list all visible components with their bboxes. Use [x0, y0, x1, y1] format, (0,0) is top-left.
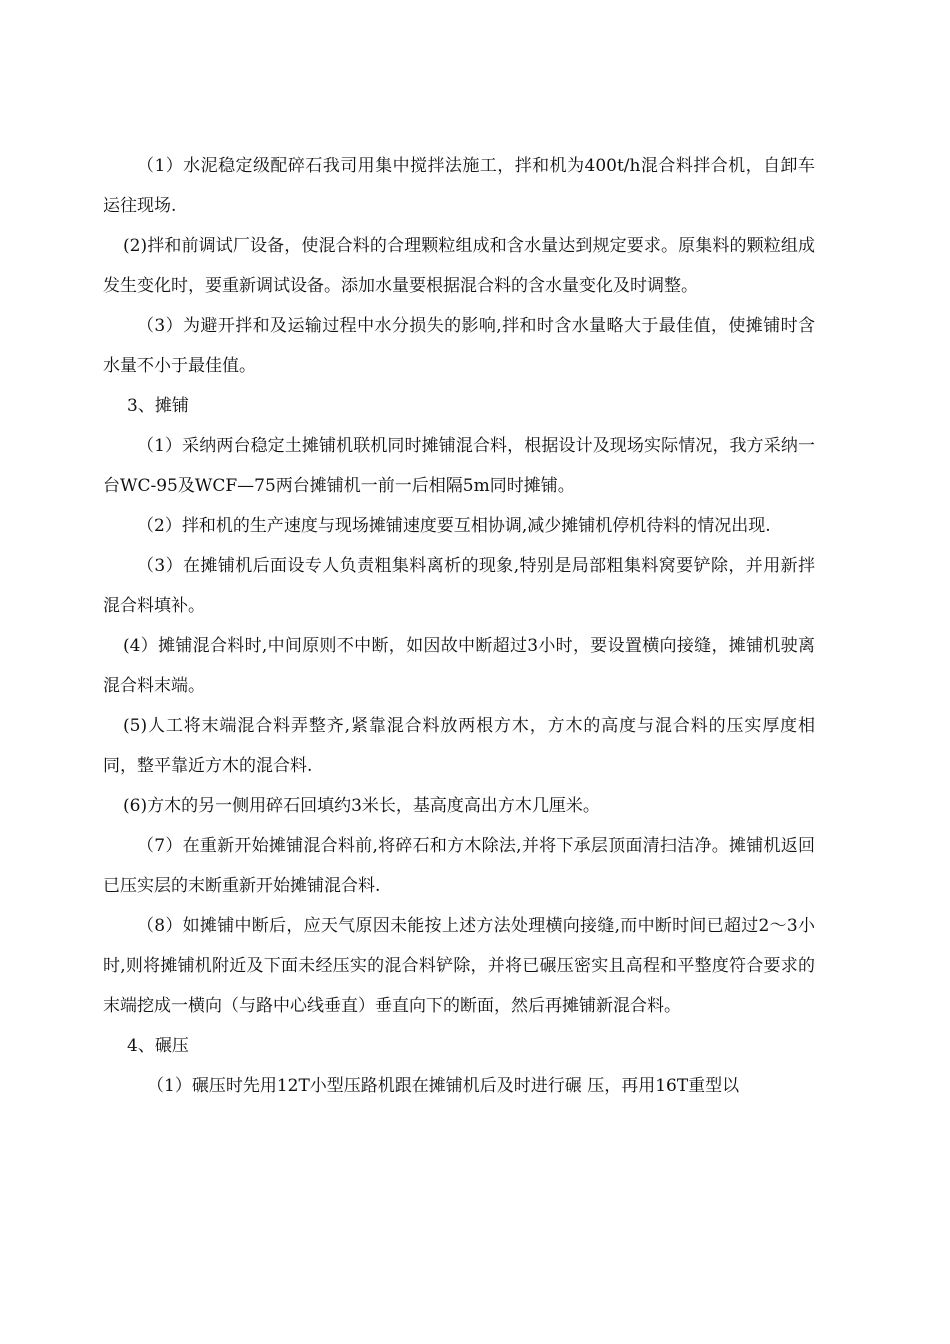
paragraph-segregation-control: （3）在摊铺机后面设专人负责粗集料离析的现象,特别是局部粗集料窝要铲除，并用新拌混合料填补。	[103, 556, 815, 616]
document-body	[103, 146, 815, 1106]
paragraph-transverse-joint: (4）摊铺混合料时,中间原则不中断，如因故中断超过3小时，要设置横向接缝，摊铺机驶离混合料末端。	[103, 636, 815, 696]
paragraph-moisture-content: （3）为避开拌和及运输过程中水分损失的影响,拌和时含水量略大于最佳值，使摊铺时含水量不小于最佳值。	[103, 316, 815, 376]
section-heading-paving: 3、摊铺	[127, 396, 189, 416]
paragraph-rolling: （1）碾压时先用12T小型压路机跟在摊铺机后及时进行碾 压，再用16T重型以	[147, 1076, 740, 1096]
paragraph-restart-paving: （7）在重新开始摊铺混合料前,将碎石和方木除法,并将下承层顶面清扫洁净。摊铺机返回已压实层的末断重新开始摊铺混合料.	[103, 836, 815, 896]
paragraph-interruption-handling: （8）如摊铺中断后，应天气原因未能按上述方法处理横向接缝,而中断时间已超过2～3小时,则将摊铺机附近及下面未经压实的混合料铲除，并将已碾压密实且高程和平整度符合要求的末端挖成一横向（与路中心线垂直）垂直向下的断面，然后再摊铺新混合料。	[103, 916, 815, 1016]
paragraph-paver-setup: （1）采纳两台稳定土摊铺机联机同时摊铺混合料，根据设计及现场实际情况，我方采纳一台WC-95及WCF—75两台摊铺机一前一后相隔5m同时摊铺。	[103, 436, 815, 496]
paragraph-equipment-calibration: (2)拌和前调试厂设备，使混合料的合理颗粒组成和含水量达到规定要求。原集料的颗粒组成发生变化时，要重新调试设备。添加水量要根据混合料的含水量变化及时调整。	[103, 236, 815, 296]
paragraph-mixing-method: （1）水泥稳定级配碎石我司用集中搅拌法施工，拌和机为400t/h混合料拌合机，自卸车运往现场.	[103, 156, 815, 216]
section-heading-compaction: 4、碾压	[127, 1036, 189, 1056]
paragraph-backfill: (6)方木的另一侧用碎石回填约3米长，基高度高出方木几厘米。	[123, 796, 600, 816]
paragraph-speed-coordination: （2）拌和机的生产速度与现场摊铺速度要互相协调,减少摊铺机停机待料的情况出现.	[137, 516, 771, 536]
paragraph-end-trimming: (5)人工将末端混合料弄整齐,紧靠混合料放两根方木，方木的高度与混合料的压实厚度相同，整平靠近方木的混合料.	[103, 716, 815, 776]
